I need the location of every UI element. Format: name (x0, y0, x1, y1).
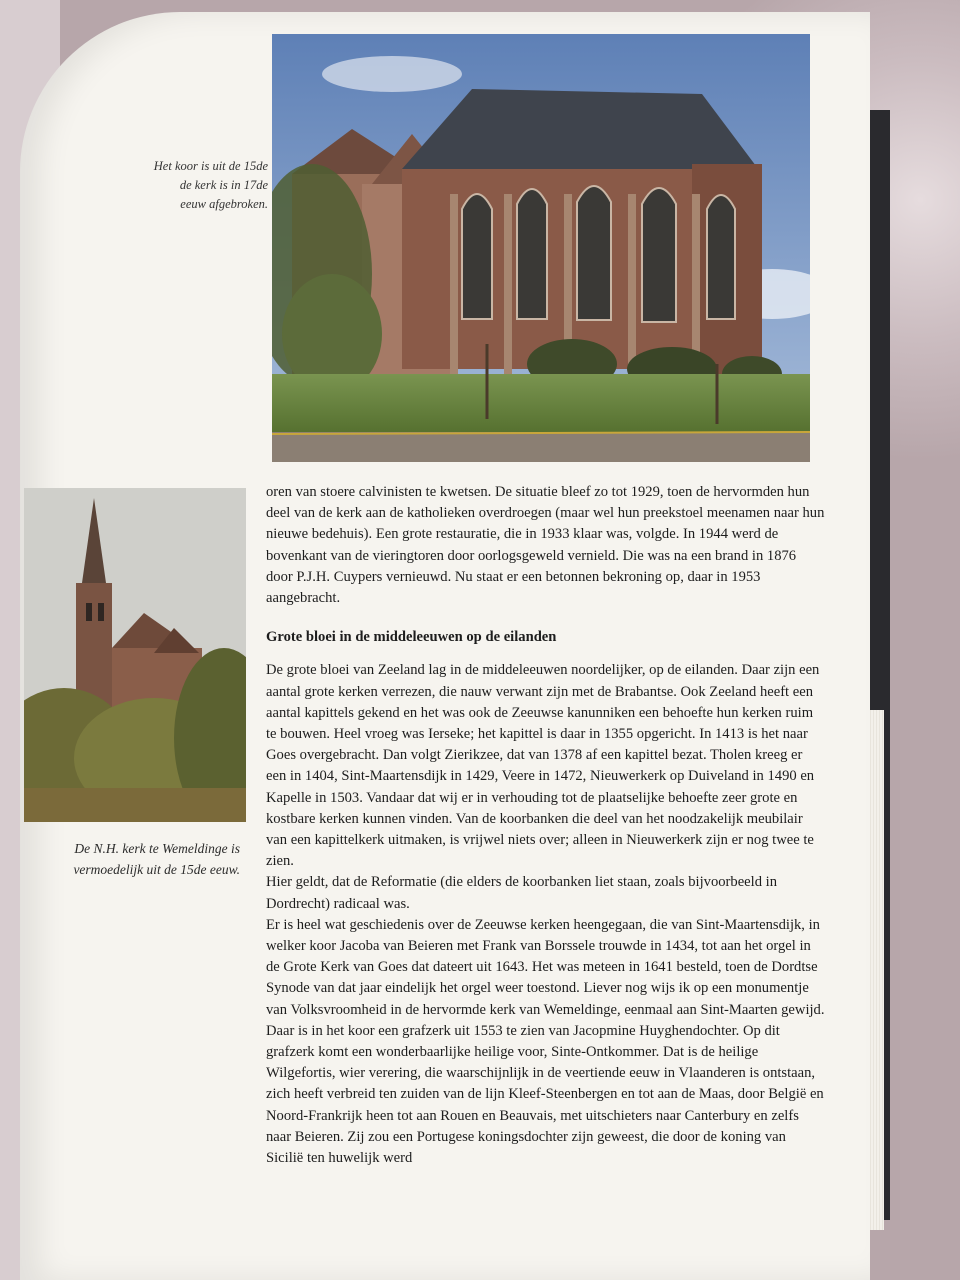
caption-top-line2: de kerk is in 17de (179, 178, 268, 192)
caption-top-line1: Het koor is uit de 15de (153, 159, 268, 173)
church-illustration (272, 34, 810, 462)
paragraph-4: Er is heel wat geschiedenis over de Zeeuwse kerken heengegaan, die van Sint-Maartensdijk, in welker koor Jacoba van Beieren met Frank van Borssele trouwde in 1434, tot aan het orgel in de Grote Kerk van Goes dat dateert uit 1643. Het was meteen in 1641 besteld, toen de Dordtse Synode van dat jaar eindelijk het orgel weer toestond. Liever nog wijs ik op een monumentje van Volksvroomheid in de hervormde kerk van Wemeldinge, eenmaal aan Sint-Maarten gewijd. Daar is in het koor een grafzerk uit 1553 te zien van Jacopmine Huyghendochter. Op dit grafzerk komt een wonderbaarlijke heilige voor, Sinte-Ontkommer. Dat is de heilige Wilgefortis, wier verering, die waarschijnlijk in de veertiende eeuw in Vlaanderen is ontstaan, zich heeft verbreid ten zuiden van de lijn Kleef-Steenbergen en tot aan de Maas, door België en Noord-Frankrijk heen tot aan Rouen en Beauvais, met uitschieters naar Canterbury en zelfs naar Beieren. Zij zou een Portugese koningsdochter zijn geweest, die door de koning van Sicilië ten huwelijk werd (266, 916, 825, 1167)
church-photo (272, 34, 810, 462)
wemeldinge-church-photo (24, 488, 246, 822)
paragraph-1: oren van stoere calvinisten te kwetsen. De situatie bleef zo tot 1929, toen de hervormden hun deel van de kerk aan de katholieken overdroegen (maar wel hun preekstoel meenamen naar hun nieuwe bedehuis). Een grote restauratie, die in 1933 klaar was, volgde. In 1944 werd de bovenkant van de vieringtoren door oorlogsgeweld vernield. Die was na een brand in 1876 door P.J.H. Cuypers vernieuwd. Nu staat er een betonnen bekroning op, daar in 1953 aangebracht. (266, 484, 825, 607)
caption-side-line1: De N.H. kerk te Wemeldinge is (74, 841, 240, 856)
photo-caption-top (60, 157, 268, 214)
caption-side-line2: vermoedelijk uit de 15de eeuw. (73, 862, 240, 877)
paragraph-3: Hier geldt, dat de Reformatie (die elders de koorbanken liet staan, zoals bijvoorbeeld in Dordrecht) radicaal was. (266, 874, 778, 912)
body-text (266, 482, 826, 1169)
tower-church-illustration (24, 488, 246, 822)
photo-caption-side (30, 838, 240, 880)
paragraph-2: De grote bloei van Zeeland lag in de middeleeuwen noordelijker, op de eilanden. Daar zijn een aantal grote kerken verrezen, die nauw verwant zijn met de Brabantse. Ook Zeeland heeft een aantal kapittels gekend en het was ook de Zeeuwse kanunniken een behoefte hun kerken ruim te bouwen. Heel vroeg was Ierseke; het kapittel is daar in 1355 opgericht. In 1413 is het naar Goes overgebracht. Dan volgt Zierikzee, dat van 1378 af een kapittel bezat. Tholen kreeg er een in 1404, Sint-Maartensdijk in 1429, Veere in 1472, Nieuwerkerk op Duiveland in 1490 en Kapelle in 1503. Vandaar dat wij er in verhouding tot de plaatselijke behoefte zeer grote en kostbare kerken kunnen vinden. Van de koorbanken die deel van het noodzakelijk meubilair van een kapittelkerk uitmaken, is vrijwel niets over; alleen in Nieuwerkerk zijn er nog twee te zien. (266, 662, 820, 870)
book-page (20, 12, 870, 1280)
section-heading: Grote bloei in de middeleeuwen op de eilanden (266, 629, 557, 646)
caption-top-line3: eeuw afgebroken. (180, 197, 268, 211)
